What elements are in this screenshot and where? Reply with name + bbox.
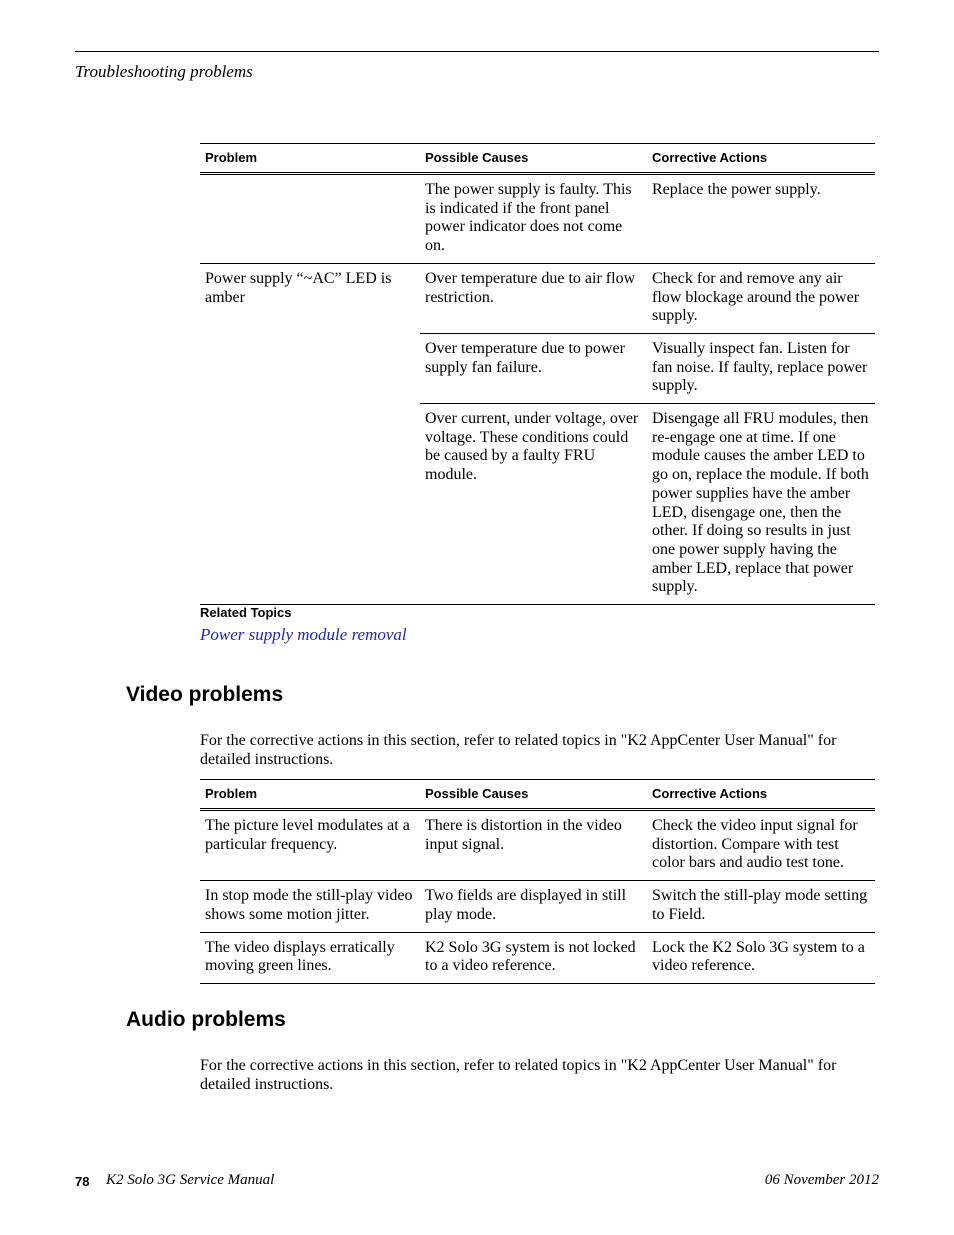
cause-cell: K2 Solo 3G system is not locked to a video reference. [420, 932, 647, 983]
table-row [200, 404, 875, 605]
problem-cell [200, 404, 420, 605]
related-topics-label: Related Topics [200, 605, 292, 620]
problem-cell: Power supply “~AC” LED is amber [205, 269, 392, 306]
problem-cell [200, 333, 420, 403]
table-row [200, 932, 875, 983]
running-head-title: Troubleshooting problems [75, 62, 253, 81]
column-header-causes: Possible Causes [420, 144, 647, 174]
problem-cell: The video displays erratically moving green lines. [200, 932, 420, 983]
action-cell: Check the video input signal for distortion. Compare with test color bars and audio test tone. [647, 810, 875, 881]
action-cell: Check for and remove any air flow blockage around the power supply. [647, 263, 875, 333]
action-cell: Disengage all FRU modules, then re-engage one at time. If one module causes the amber LED to go on, replace the module. If both power supplies have the amber LED, disengage one, then the other. If doing so results in just one power supply having the amber LED, replace that power supply. [647, 404, 875, 605]
audio-problems-heading: Audio problems [126, 1008, 286, 1031]
problem-cell: In stop mode the still-play video shows some motion jitter. [200, 881, 420, 932]
column-header-actions: Corrective Actions [647, 144, 875, 174]
table-row [200, 810, 875, 881]
action-cell: Visually inspect fan. Listen for fan noise. If faulty, replace power supply. [647, 333, 875, 403]
video-problems-table [200, 779, 875, 984]
cause-cell: Over temperature due to air flow restriction. [420, 263, 647, 333]
action-cell: Replace the power supply. [647, 174, 875, 264]
video-problems-heading: Video problems [126, 683, 284, 706]
power-supply-table [200, 143, 875, 605]
column-header-problem: Problem [200, 144, 420, 174]
audio-intro-paragraph: For the corrective actions in this section, refer to related topics in "K2 AppCenter User Manual" for detailed instructions. [200, 1057, 837, 1093]
column-header-causes: Possible Causes [420, 780, 647, 810]
footer-manual-title: K2 Solo 3G Service Manual [106, 1172, 275, 1188]
column-header-problem: Problem [200, 780, 420, 810]
action-cell: Switch the still-play mode setting to Field. [647, 881, 875, 932]
table-header-row [200, 144, 875, 174]
footer-date: 06 November 2012 [764, 1172, 879, 1188]
cause-cell: Over temperature due to power supply fan failure. [420, 333, 647, 403]
table-header-row [200, 780, 875, 810]
column-header-actions: Corrective Actions [647, 780, 875, 810]
action-cell: Lock the K2 Solo 3G system to a video reference. [647, 932, 875, 983]
table-row [200, 881, 875, 932]
cause-cell: There is distortion in the video input signal. [420, 810, 647, 881]
video-intro-paragraph: For the corrective actions in this section, refer to related topics in "K2 AppCenter User Manual" for detailed instructions. [200, 732, 837, 768]
cause-cell: Over current, under voltage, over voltage. These conditions could be caused by a faulty FRU module. [420, 404, 647, 605]
table-row [200, 263, 875, 333]
page-number: 78 [75, 1174, 90, 1189]
header-rule [75, 51, 879, 52]
cause-cell: The power supply is faulty. This is indicated if the front panel power indicator does not come on. [420, 174, 647, 264]
cause-cell: Two fields are displayed in still play mode. [420, 881, 647, 932]
table-row [200, 174, 875, 264]
problem-cell: The picture level modulates at a particular frequency. [200, 810, 420, 881]
related-topic-link[interactable]: Power supply module removal [200, 625, 407, 644]
problem-cell [200, 174, 420, 264]
table-row [200, 333, 875, 403]
